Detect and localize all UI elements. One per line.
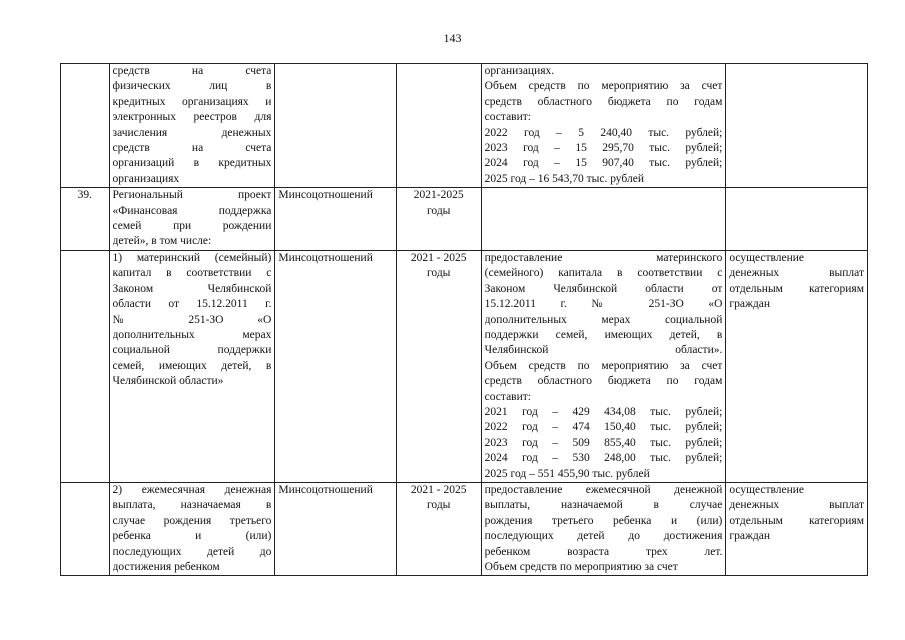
cell-line: граждан [729,298,771,311]
cell-line: 2021 - 2025 [410,483,467,496]
cell-line: 2021-2025 [413,189,464,202]
result-cell [726,250,868,482]
cell-line: детей», в том числе: [112,235,212,248]
executor-cell [275,482,396,575]
cell-line: отдельным категориям [729,514,864,527]
cell-line: Законом Челябинской области от [484,282,723,295]
period-cell [396,64,481,188]
cell-line: 2022 год – 474 150,40 тыс. рублей; [484,421,723,434]
cell-line: средств на счета [112,65,272,77]
cell-line: Законом Челябинской [112,282,272,295]
table-row [61,482,868,575]
cell-line: семей, имеющих детей, в [112,359,272,372]
description-cell [481,64,726,188]
cell-line: Региональный проект [112,189,272,202]
cell-line: последующих детей до [112,545,272,558]
cell-line: годы [426,204,451,217]
cell-line: (семейного) капитала в соответствии с [484,267,723,280]
description-cell [481,250,726,482]
cell-line: семей при рождении [112,220,272,233]
cell-line: составит: [484,390,531,403]
cell-line: 1) материнский (семейный) [112,251,272,264]
row-number-cell [61,482,110,575]
description-cell [481,482,726,575]
cell-line: 2025 год – 551 455,90 тыс. рублей [484,467,650,480]
row-number-cell [61,64,110,188]
cell-line: рождения третьего ребенка и (или) [484,514,723,527]
cell-line: Челябинской области». [484,344,723,357]
cell-line: электронных реестров для [112,111,272,124]
executor-name: Минсоцотношений [278,189,373,202]
cell-line: организаций в кредитных [112,157,272,170]
description-cell [481,188,726,251]
measure-name-cell [109,64,275,188]
cell-line: Челябинской области» [112,375,224,388]
cell-line: выплаты, назначаемой в случае [484,499,723,512]
table-row [61,64,868,188]
row-number-cell [61,250,110,482]
cell-line: 2021 год – 429 434,08 тыс. рублей; [484,405,723,418]
cell-line: 2021 - 2025 [410,251,467,264]
cell-line: предоставление материнского [484,251,723,264]
cell-line: 2024 год – 15 907,40 тыс. рублей; [484,157,723,170]
cell-line: Объем средств по мероприятию за счет [484,561,678,573]
cell-line: годы [426,267,451,280]
cell-line: организациях. [484,65,555,77]
result-cell [726,188,868,251]
cell-line: случае рождения третьего [112,514,272,527]
executor-cell [275,250,396,482]
page-number: 143 [443,31,462,45]
cell-line: Объем средств по мероприятию за счет [484,359,723,372]
cell-line: средств областного бюджета по годам [484,375,723,388]
cell-line: средств на счета [112,142,272,155]
cell-line: дополнительных мерах [112,328,272,341]
cell-line: организациях [112,172,180,185]
cell-line: последующих детей до достижения [484,530,723,543]
result-cell [726,64,868,188]
cell-line: кредитных организациях и [112,95,272,108]
cell-line: выплата, назначаемая в [112,499,272,512]
cell-line: денежных выплат [729,267,864,280]
cell-line: области от 15.12.2011 г. [112,298,272,311]
cell-line: осуществление [729,483,805,496]
period-cell [396,188,481,251]
cell-line: поддержки семей, имеющих детей, в [484,328,723,341]
cell-line: годы [426,499,451,512]
cell-line: средств областного бюджета по годам [484,95,723,108]
cell-line: 2023 год – 509 855,40 тыс. рублей; [484,436,723,449]
cell-line: дополнительных мерах социальной [484,313,723,326]
cell-line: отдельным категориям [729,282,864,295]
cell-line: составит: [484,111,531,124]
cell-line: ребенком возраста трех лет. [484,545,723,558]
cell-line: ребенка и (или) [112,530,272,543]
cell-line: 2023 год – 15 295,70 тыс. рублей; [484,142,723,155]
row-number: 39. [77,189,92,202]
cell-line: граждан [729,530,771,543]
cell-line: денежных выплат [729,499,864,512]
cell-line: 2025 год – 16 543,70 тыс. рублей [484,172,644,185]
period-cell [396,482,481,575]
measure-name-cell [109,250,275,482]
table-row [61,188,868,251]
row-number-cell [61,188,110,251]
executor-cell [275,64,396,188]
period-cell [396,250,481,482]
measures-table [60,63,868,576]
cell-line: № 251-ЗО «О [112,313,272,326]
cell-line: 2) ежемесячная денежная [112,483,272,496]
measure-name-cell [109,482,275,575]
cell-line: достижения ребенком [112,561,220,573]
cell-line: 15.12.2011 г. № 251-ЗО «О [484,298,723,311]
cell-line: зачисления денежных [112,126,272,139]
table-body [61,64,868,576]
executor-cell [275,188,396,251]
cell-line: 2024 год – 530 248,00 тыс. рублей; [484,452,723,465]
cell-line: капитал в соответствии с [112,267,272,280]
executor-name: Минсоцотношений [278,483,373,496]
result-cell [726,482,868,575]
cell-line: 2022 год – 5 240,40 тыс. рублей; [484,126,723,139]
cell-line: социальной поддержки [112,344,272,357]
table-row [61,250,868,482]
measure-name-cell [109,188,275,251]
executor-name: Минсоцотношений [278,251,373,264]
cell-line: физических лиц в [112,80,272,93]
cell-line: «Финансовая поддержка [112,204,272,217]
cell-line: Объем средств по мероприятию за счет [484,80,723,93]
cell-line: осуществление [729,251,805,264]
cell-line: предоставление ежемесячной денежной [484,483,723,496]
